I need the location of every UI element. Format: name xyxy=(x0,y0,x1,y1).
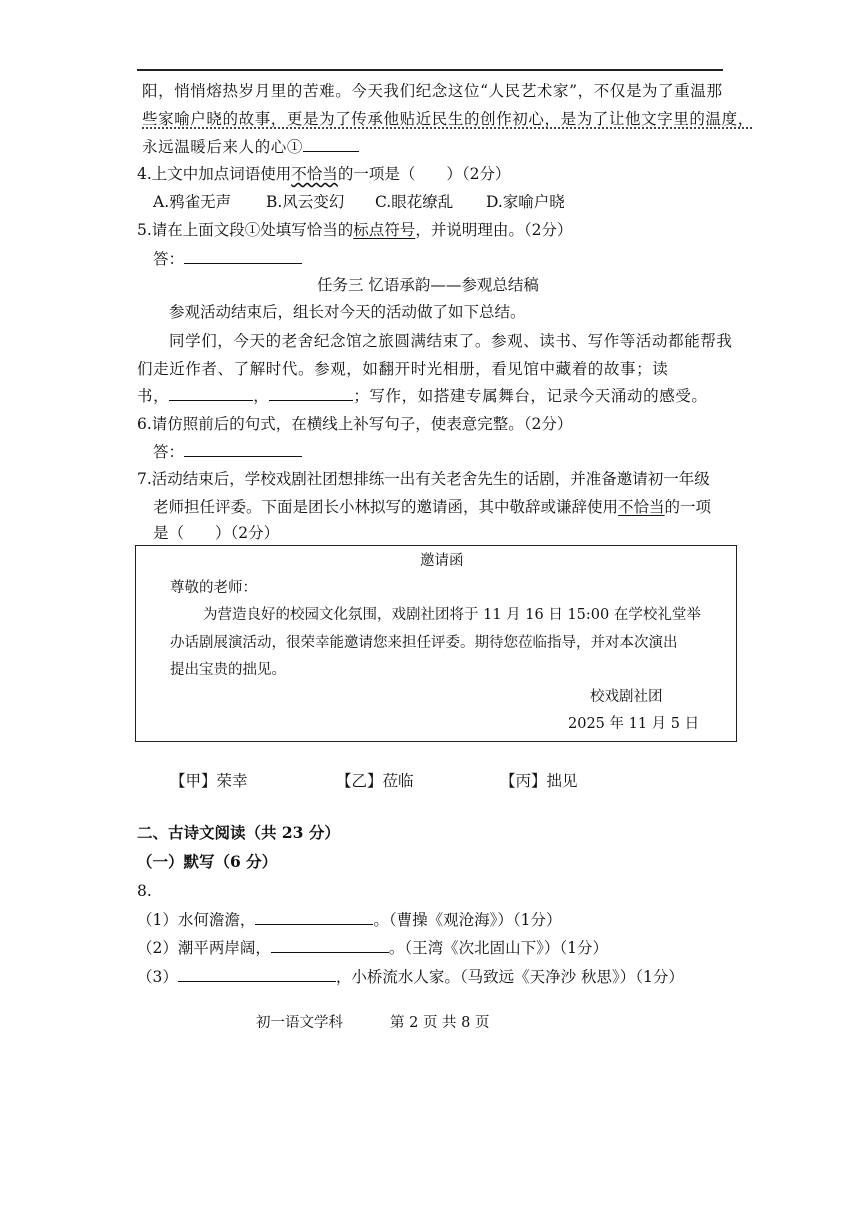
q5-suffix: ，并说明理由。（2分） xyxy=(415,221,573,239)
question-5 xyxy=(137,219,572,241)
q6-answer-label: 答： xyxy=(153,443,185,461)
letter-body-line-3: 提出宝贵的拙见。 xyxy=(170,662,286,678)
question-6: 6.请仿照前后的句式，在横线上补写句子，使表意完整。（2分） xyxy=(137,415,573,433)
q5-prefix: 5.请在上面文段①处填写恰当的 xyxy=(137,221,354,239)
task3-blank-2[interactable] xyxy=(269,386,353,401)
question-7-line-2 xyxy=(153,496,711,518)
footer-page: 第 2 页 共 8 页 xyxy=(390,1015,490,1031)
q7-emphasis: 不恰当 xyxy=(618,498,665,516)
q4-option-a[interactable]: A.鸦雀无声 xyxy=(153,193,232,211)
letter-title: 邀请函 xyxy=(420,553,464,569)
q8-item-1-suffix: 。（曹操《观沧海》）（1分） xyxy=(373,911,562,929)
q8-item-1-blank[interactable] xyxy=(255,910,373,925)
letter-signer: 校戏剧社团 xyxy=(590,689,663,705)
letter-date: 2025 年 11 月 5 日 xyxy=(568,716,700,732)
q4-emphasis: 不恰当 xyxy=(291,165,338,183)
task3-para-line-1: 同学们，今天的老舍纪念馆之旅圆满结束了。参观、读书、写作等活动都能帮我 xyxy=(169,332,733,350)
letter-salutation: 尊敬的老师： xyxy=(170,580,257,596)
q7-line2-suffix: 的一项 xyxy=(664,498,712,516)
q5-emphasis: 标点符号 xyxy=(353,221,416,239)
q5-answer-label: 答： xyxy=(153,250,185,268)
q8-item-1 xyxy=(137,909,562,931)
passage-line-3-text: 永远温暖后来人的心① xyxy=(142,138,304,156)
q7-line2-prefix: 老师担任评委。下面是团长小林拟写的邀请函，其中敬辞或谦辞使用 xyxy=(153,498,619,516)
q8-item-2-suffix: 。（王湾《次北固山下》）（1分） xyxy=(388,939,608,957)
question-7-line-3: 是（ ）（2分） xyxy=(153,524,280,542)
q7-option-jia[interactable]: 【甲】荣幸 xyxy=(170,772,248,790)
task3-intro: 参观活动结束后，组长对今天的活动做了如下总结。 xyxy=(169,303,526,321)
q7-option-bing[interactable]: 【丙】拙见 xyxy=(500,772,578,790)
task3-para-line-3 xyxy=(137,385,708,407)
section-2-title: 二、古诗文阅读（共 23 分） xyxy=(137,823,340,842)
letter-body-line-1: 为营造良好的校园文化氛围，戏剧社团将于 11 月 16 日 15:00 在学校礼堂举 xyxy=(203,607,701,623)
q4-option-d[interactable]: D.家喻户晓 xyxy=(486,193,565,211)
passage-line-2-text: 些家喻户晓的故事，更是为了传承他贴近民生的创作初心，是为了让他文字里的温度， xyxy=(142,110,754,128)
q8-item-3-blank[interactable] xyxy=(178,967,336,982)
task3-para3-b: ， xyxy=(253,387,270,405)
q4-option-b[interactable]: B.风云变幻 xyxy=(266,193,345,211)
passage-line-1: 阳，悄悄熔热岁月里的苦难。今天我们纪念这位“人民艺术家”，不仅是为了重温那 xyxy=(142,82,723,100)
q8-item-1-prefix: （1）水何澹澹， xyxy=(137,911,256,929)
q8-item-2-prefix: （2）潮平两岸阔， xyxy=(137,939,271,957)
question-7-line-1: 7.活动结束后，学校戏剧社团想排练一出有关老舍先生的话剧，并准备邀请初一年级 xyxy=(137,470,710,488)
q6-answer xyxy=(153,441,302,463)
section-2-subtitle: （一）默写（6 分） xyxy=(137,852,278,871)
q4-suffix: 的一项是（ ）（2分） xyxy=(337,165,511,183)
footer-subject: 初一语文学科 xyxy=(256,1015,343,1031)
q5-answer-blank[interactable] xyxy=(184,249,302,264)
task3-blank-1[interactable] xyxy=(169,386,253,401)
q7-option-yi[interactable]: 【乙】莅临 xyxy=(336,772,414,790)
q8-item-3-prefix: （3） xyxy=(137,968,178,986)
q6-answer-blank[interactable] xyxy=(184,442,302,457)
q4-option-c[interactable]: C.眼花缭乱 xyxy=(375,193,454,211)
question-8-number: 8. xyxy=(137,882,152,900)
q4-prefix: 4.上文中加点词语使用 xyxy=(137,165,292,183)
letter-body-line-2: 办话剧展演活动，很荣幸能邀请您来担任评委。期待您莅临指导，并对本次演出 xyxy=(170,635,678,651)
task3-title: 任务三 忆语承韵——参观总结稿 xyxy=(317,276,539,294)
q5-answer xyxy=(153,248,302,270)
task3-para3-a: 书， xyxy=(137,387,170,405)
task3-para-line-2: 们走近作者、了解时代。参观，如翻开时光相册，看见馆中藏着的故事；读 xyxy=(137,360,669,378)
passage-line-2 xyxy=(142,108,754,130)
passage-line-3 xyxy=(142,136,359,158)
q8-item-2-blank[interactable] xyxy=(271,938,389,953)
top-rule xyxy=(137,69,723,71)
q8-item-3 xyxy=(137,966,684,988)
task3-para3-c: ；写作，如搭建专属舞台，记录今天涌动的感受。 xyxy=(353,387,708,405)
q8-item-2 xyxy=(137,937,608,959)
question-4 xyxy=(137,163,510,185)
q8-item-3-suffix: ，小桥流水人家。（马致远《天净沙 秋思》）（1分） xyxy=(335,968,684,986)
blank-1[interactable] xyxy=(303,137,359,152)
